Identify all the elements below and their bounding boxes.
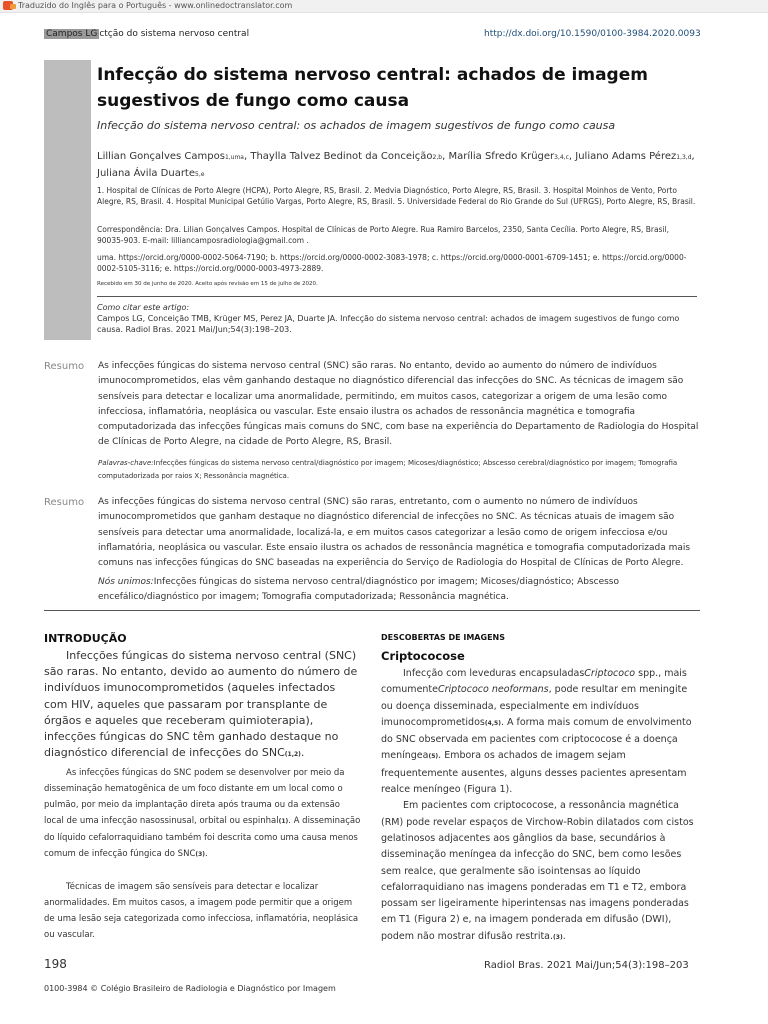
citation-text: Campos LG, Conceição TMB, Krüger MS, Perez JA, Duarte JA. Infecção do sistema nervoso central: achados de imagem sugestivos de fungo como causa. Radiol Bras. 2021 Mai/Jun;54(3):198–203. (97, 314, 680, 334)
citation-box (97, 302, 697, 335)
abstract-label: Resumo (44, 497, 85, 508)
author: Thaylla Talvez Bedinot da Conceição2,b, (250, 151, 449, 162)
author: Juliana Ávila Duarte5,e (97, 168, 205, 179)
keywords-text: Infecções fúngicas do sistema nervoso central/diagnóstico por imagem; Micoses/diagnóstico; Abscesso encefálico/diagnóstico por imagem; Tomografia computadorizada; Ressonância magnética. (98, 577, 619, 602)
copyright-line: 0100-3984 © Colégio Brasileiro de Radiologia e Diagnóstico por Imagem (44, 984, 336, 993)
doi-link[interactable]: http://dx.doi.org/10.1590/0100-3984.2020.0093 (484, 29, 701, 39)
title-sidebar-block (44, 60, 91, 340)
affiliations: 1. Hospital de Clínicas de Porto Alegre (HCPA), Porto Alegre, RS, Brasil. 2. Medvia Diagnóstico, Porto Alegre, RS, Brasil. 3. Hospital Moinhos de Vento, Porto Alegre, RS, Brasil. 4. Hospital Municipal Getúlio Vargas, Porto Alegre, RS, Brasil. 5. Universidade Federal do Rio Grande do Sul (UFRGS), Porto Alegre, RS, Brasil. (97, 186, 696, 206)
citation-ref: (3) (553, 933, 563, 941)
citation-ref: (1) (278, 818, 289, 826)
author: Marília Sfredo Krüger3,4,c, (448, 151, 576, 162)
citation-ref: (1,2) (284, 751, 301, 759)
citation-ref: (3) (195, 851, 206, 859)
findings-heading: DESCOBERTAS DE IMAGENS (381, 633, 505, 642)
citation-ref: (5) (428, 753, 439, 761)
abstract-text: As infecções fúngicas do sistema nervoso central (SNC) são raras, entretanto, com o aumento no número de indivíduos imunocomprometidos que ganham destaque no diagnóstico diferencial de infecções no SNC. As técnicas atuais de imagem são sensíveis para detectar uma anormalidade, localizá-la, e em muitos casos categorizar a lesão como de origem infecciosa e/ou inflamatória, neoplásica ou vascular. Este ensaio ilustra os achados de ressonância magnética e tomografia computadorizada mais comuns nas infecções fúngicas do SNC baseadas na experiência do Serviço de Radiologia do Hospital de Clínicas de Porto Alegre. (98, 497, 691, 569)
findings-paragraph: Em pacientes com criptococose, a ressonância magnética (RM) pode revelar espaços de Virchow-Robin dilatados com cistos gelatinosos adjacentes aos gânglios da base, secundários à disseminação meníngea da infecção do SNC, bem como lesões sem realce, que geralmente são isointensas ao líquido cefalorraquidiano nas imagens ponderadas em T1 e T2, embora possam ser ligeiramente hiperintensas nas imagens ponderadas em T1 (Figura 2) e, na imagem ponderada em difusão (DWI), podem não mostrar difusão restrita.(3). (381, 800, 694, 942)
keywords-label: Palavras-chave: (98, 459, 154, 467)
keywords (98, 457, 700, 483)
article-subtitle: Infecção do sistema nervoso central: os achados de imagem sugestivos de fungo como causa (97, 119, 616, 132)
article-title: Infecção do sistema nervoso central: achados de imagem sugestivos de fungo como causa (97, 65, 648, 111)
intro-paragraph: Técnicas de imagem são sensíveis para detectar e localizar anormalidades. Em muitos casos, a imagem pode permitir que a origem de uma lesão seja categorizada como infecciosa, inflamatória, neoplásica ou vascular. (44, 882, 359, 941)
journal-citation: Radiol Bras. 2021 Mai/Jun;54(3):198–203 (484, 960, 689, 971)
abstract-text: As infecções fúngicas do sistema nervoso central (SNC) são raras. No entanto, devido ao aumento do número de indivíduos imunocomprometidos, elas vêm ganhando destaque no diagnóstico diferencial das infecções do SNC. As técnicas de imagem são sensíveis para detectar e localizar uma anormalidade, permitindo, em muitos casos, categorizar a origem de uma lesão como infecciosa, inflamatória, neoplásica ou vascular. Este ensaio ilustra os achados de ressonância magnética e tomografia computadorizada das infecções fúngicas mais comuns do SNC, com base na experiência do Departamento de Radiologia do Hospital de Clínicas de Porto Alegre, na cidade de Porto Alegre, RS, Brasil. (98, 361, 699, 448)
correspondence: Correspondência: Dra. Lilian Gonçalves Campos. Hospital de Clínicas de Porto Alegre. Rua Ramiro Barcelos, 2350, Santa Cecília. Porto Alegre, RS, Brasil, 90035-903. E-mail: lilliancamposradiologia@gmail.com . (97, 225, 670, 245)
translator-bar-text[interactable]: Traduzido do Inglês para o Português - www.onlinedoctranslator.com (18, 1, 293, 10)
intro-paragraph: As infecções fúngicas do SNC podem se desenvolver por meio da disseminação hematogênica de um foco distante em um local como o pulmão, por meio da implantação direta após trauma ou da extensão local de uma infecção nasossinusal, orbital ou espinhal(1). A disseminação do líquido cefalorraquidiano também foi descrita como uma causa menos comum de infecção fúngica do SNC(3). (44, 768, 361, 860)
received-dates: Recebido em 30 de junho de 2020. Aceito após revisão em 15 de julho de 2020. (97, 281, 318, 287)
intro-paragraph: Infecções fúngicas do sistema nervoso central (SNC) são raras. No entanto, devido ao aumento do número de indivíduos imunocomprometidos (aqueles infectados com HIV, aqueles que passaram por transplante de órgãos e aqueles que receberam quimioterapia), infecções fúngicas do SNC têm ganhado destaque no diagnóstico diferencial de infecções do SNC(1,2). (44, 649, 358, 760)
abstract-label: Resumo (44, 361, 85, 372)
orcid-list: uma. https://orcid.org/0000-0002-5064-7190; b. https://orcid.org/0000-0002-3083-1978; c. https://orcid.org/0000-0001-6709-1451; e. https://orcid.org/0000-0002-5105-3116; e. https://orcid.org/0000-0003-4973-2889. (97, 253, 687, 273)
author: Lillian Gonçalves Campos1,uma, (97, 151, 251, 162)
citation-ref: (4,5) (484, 719, 501, 727)
translator-logo-icon (3, 1, 13, 10)
findings-paragraph: Infecção com leveduras encapsuladasCriptococo spp., mais comumenteCriptococo neoformans, pode resultar em meningite ou doença disseminada, especialmente em indivíduos imunocomprometidos(4,5). A forma mais comum de envolvimento do SNC observada em pacientes com criptococose é a doença meníngea(5). Embora os achados de imagem sejam frequentemente ausentes, alguns desses pacientes apresentam realce meníngeo (Figura 1). (381, 668, 692, 796)
left-column (44, 632, 362, 943)
running-header-title: ctção do sistema nervoso central (99, 29, 250, 39)
author-list (97, 149, 697, 183)
page-number: 198 (44, 957, 67, 971)
translator-bar (0, 0, 768, 13)
divider (44, 610, 700, 611)
right-column (381, 632, 697, 946)
keywords-text: Infecções fúngicas do sistema nervoso central/diagnóstico por imagem; Micoses/diagnóstico; Abscesso cerebral/diagnóstico por imagem; Tomografia computadorizada por raios X; Ressonância magnética. (98, 459, 678, 480)
divider (97, 296, 697, 297)
author: Juliano Adams Pérez1,3,d, (575, 151, 695, 162)
findings-subheading: Criptococose (381, 649, 465, 663)
intro-heading: INTRODUÇÃO (44, 632, 127, 645)
citation-label: Como citar este artigo: (97, 303, 190, 312)
keywords (98, 575, 700, 605)
keywords-label: Nós unimos: (98, 577, 154, 587)
running-header-author: Campos LG (46, 29, 98, 39)
running-header-left (44, 28, 249, 40)
